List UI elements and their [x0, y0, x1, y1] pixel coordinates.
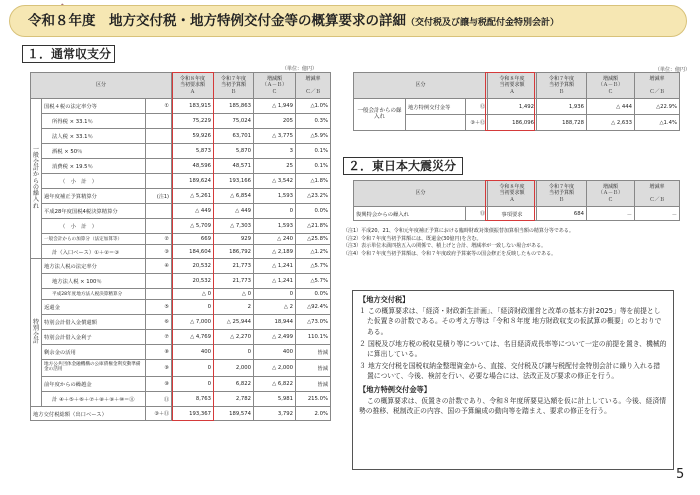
row-a: 20,532 [172, 274, 214, 289]
row-b: △ 2,270 [214, 330, 254, 345]
table-row [31, 144, 331, 159]
row-d: 皆減 [296, 377, 331, 392]
row-a: 400 [172, 345, 214, 360]
row-b: 2 [214, 300, 254, 315]
tr-row-c: △ 2,633 [587, 115, 635, 131]
row-c: △ 2,000 [254, 360, 296, 377]
reconstruction-table [353, 180, 680, 221]
tr-row-d: △22.9% [635, 99, 680, 115]
row-mark [146, 129, 172, 144]
row-mark [146, 144, 172, 159]
row-mark: ⑦ [146, 330, 172, 345]
row-b: 2,000 [214, 360, 254, 377]
commentary-para-1: １ この概算要求は、「経済・財政新生計画」、「経済財政運営と改革の基本方針2025」等を前提とした仮置きの計数である。その考え方等は「令和８年度 地方財政収支の仮試算の概要」のとおりである。 [359, 307, 662, 336]
row-label: 酒税 × 50％ [42, 144, 146, 159]
row-c: 0 [254, 289, 296, 300]
row-b: 48,571 [214, 159, 254, 174]
row-c: 0 [254, 204, 296, 219]
tr-header-category: 区分 [354, 73, 488, 99]
row-label: 剰余金の活用 [42, 345, 146, 360]
main-table [30, 72, 331, 421]
table-row [31, 245, 331, 259]
table-row [31, 392, 331, 407]
row-b: 21,773 [214, 274, 254, 289]
row-c: △ 3,775 [254, 129, 296, 144]
table-row [354, 207, 680, 221]
row-c: △ 1,241 [254, 259, 296, 274]
row-label: 返還金 [42, 300, 146, 315]
row-mark [146, 159, 172, 174]
row-d: △5.7% [296, 259, 331, 274]
row-b: 5,870 [214, 144, 254, 159]
row-label: 法人税 × 33.1％ [42, 129, 146, 144]
note-line: （注1）平成20、21、令和元年度補正予算における臨時財政対策債振替加算相当額の精算分等である。 [343, 228, 574, 234]
row-d: 215.0% [296, 392, 331, 407]
table-row [31, 315, 331, 330]
row-d: 110.1% [296, 330, 331, 345]
row-d: △92.4% [296, 300, 331, 315]
tr-row-mark: ⑫ [466, 99, 488, 115]
header-col-d: 増減率 Ｃ／Ｂ [296, 73, 331, 99]
row-a: 193,367 [172, 407, 214, 421]
row-b: △ 6,854 [214, 189, 254, 204]
row-a: △ 449 [172, 204, 214, 219]
row-b: 189,574 [214, 407, 254, 421]
vlabel-general: 一般会計からの繰入れ [31, 99, 42, 259]
row-a: 0 [172, 377, 214, 392]
row-d: 0.0% [296, 289, 331, 300]
row-b: 2,782 [214, 392, 254, 407]
row-c: △ 240 [254, 234, 296, 245]
row-label: 一般会計からの加算分（法定加算等） [42, 234, 146, 245]
table-row [31, 234, 331, 245]
row-a: △ 5,261 [172, 189, 214, 204]
row-b: 185,863 [214, 99, 254, 114]
header-col-b: 令和７年度 当初予算額 Ｂ [214, 73, 254, 99]
table-row [31, 174, 331, 189]
unit-label-right: （単位：億円） [655, 67, 691, 73]
row-b: 63,701 [214, 129, 254, 144]
tr-row-d: △1.4% [635, 115, 680, 131]
row-a: △ 4,769 [172, 330, 214, 345]
row-b: △ 7,303 [214, 219, 254, 234]
r-row-c: － [587, 207, 635, 221]
row-a: 8,763 [172, 392, 214, 407]
commentary-para-2: ２ 国税及び地方税の税収見積り等については、名目経済成長率等について一定の前提を置き、機械的に算出している。 [359, 339, 667, 359]
r-row-d: － [635, 207, 680, 221]
row-b: △ 449 [214, 204, 254, 219]
row-b: 6,822 [214, 377, 254, 392]
row-label: （ 小 計 ） [42, 219, 146, 234]
section1-heading: １．通常収支分 [22, 45, 115, 63]
row-a: 183,915 [172, 99, 214, 114]
tr-row-a: 1,492 [488, 99, 537, 115]
row-a: △ 0 [172, 289, 214, 300]
row-c: 18,944 [254, 315, 296, 330]
row-c: △ 1,949 [254, 99, 296, 114]
row-a: 184,604 [172, 245, 214, 259]
row-d: △73.0% [296, 315, 331, 330]
row-b: △ 25,944 [214, 315, 254, 330]
tr-vlabel: 一般会計からの繰入れ [354, 99, 406, 131]
tr-header-col-a: 令和８年度 当初要求額 Ａ [488, 73, 537, 99]
row-d: △1.8% [296, 174, 331, 189]
r-header-col-b: 令和７年度 当初予算額 Ｂ [537, 181, 587, 207]
main-table-header [31, 73, 331, 99]
notes [343, 228, 683, 258]
row-d: 皆減 [296, 345, 331, 360]
row-label: 地方法人税 × 100％ [42, 274, 146, 289]
row-c: 205 [254, 114, 296, 129]
row-d: △25.8% [296, 234, 331, 245]
row-mark: ⑩ [146, 377, 172, 392]
row-mark: ② [146, 234, 172, 245]
commentary-para-4: この概算要求は、仮置きの計数であり、令和８年度所要見込額を仮に計上している。今後、経済情勢の推移、税制改正の内容、国の予算編成の動向等を踏まえ、要求の修正を行う。 [359, 396, 667, 416]
row-d: △21.8% [296, 219, 331, 234]
row-mark [146, 289, 172, 300]
row-label: 地方法人税の法定率分 [42, 259, 146, 274]
row-a: 20,532 [172, 259, 214, 274]
section2-heading: ２．東日本大震災分 [343, 157, 463, 175]
row-c: △ 1,241 [254, 274, 296, 289]
vlabel-special: 特別会計 [31, 259, 42, 407]
row-b: 0 [214, 345, 254, 360]
row-d: 0.0% [296, 204, 331, 219]
row-b: 193,166 [214, 174, 254, 189]
row-label: 特別会計借入金償還額 [42, 315, 146, 330]
tr-row-label [406, 115, 466, 131]
row-c: △ 3,542 [254, 174, 296, 189]
row-c: 5,981 [254, 392, 296, 407]
table-row [31, 289, 331, 300]
row-d: △23.2% [296, 189, 331, 204]
transfer-table [353, 72, 680, 131]
tr-row-a: 186,096 [488, 115, 537, 131]
row-b: 21,773 [214, 259, 254, 274]
commentary-para-3: ３ 地方交付税を国税収納金整理資金から、直接、交付税及び譲与税配付金特別会計に繰り入れる措置について、今後、検討を行い、必要な場合には、法改正及び要求の修正を行う。 [359, 362, 661, 381]
row-label: 所得税 × 33.1％ [42, 114, 146, 129]
row-a: △ 5,709 [172, 219, 214, 234]
note-line: （注3）表示単位未満四捨五入の関係で、積上げと合計、増減率が一致しない場合がある。 [343, 243, 547, 249]
row-a: 59,926 [172, 129, 214, 144]
r-row-a: 事項要求 [488, 207, 537, 221]
row-mark: ⑤ [146, 300, 172, 315]
tr-header-col-b: 令和７年度 当初予算額 Ｂ [537, 73, 587, 99]
row-a: 75,229 [172, 114, 214, 129]
table-row [31, 377, 331, 392]
row-d: 2.0% [296, 407, 331, 421]
row-label: 国税４税の法定率分等 [42, 99, 146, 114]
commentary-heading-1: 【地方交付税】 [359, 295, 410, 304]
page-subtitle: （交付税及び譲与税配付金特別会計） [406, 18, 560, 28]
r-header-col-d: 増減率 Ｃ／Ｂ [635, 181, 680, 207]
table-row [31, 189, 331, 204]
row-label: 計 ④＋⑤＋⑥＋⑦＋⑧＋⑨＋⑩＝⑪ [42, 392, 146, 407]
reconstruction-table-header [354, 181, 680, 207]
row-mark: ① [146, 99, 172, 114]
row-c: △ 2,499 [254, 330, 296, 345]
table-row [31, 99, 331, 114]
r-row-mark: ⑬ [466, 207, 488, 221]
row-a: △ 7,000 [172, 315, 214, 330]
commentary-box [352, 290, 674, 470]
header-col-a: 令和８年度 当初要求額 Ａ [172, 73, 214, 99]
row-c: △ 2,189 [254, 245, 296, 259]
row-mark: ⑪ [146, 392, 172, 407]
tr-row-b: 188,728 [537, 115, 587, 131]
tr-row-mark: ③＋⑫ [466, 115, 488, 131]
header-category: 区分 [31, 73, 172, 99]
commentary-heading-2: 【地方特例交付金等】 [359, 384, 431, 394]
tr-header-col-d: 増減率 Ｃ／Ｂ [635, 73, 680, 99]
tr-row-b: 1,936 [537, 99, 587, 115]
tr-row-c: △ 444 [587, 99, 635, 115]
row-b: △ 0 [214, 289, 254, 300]
table-row [31, 219, 331, 234]
row-a: 5,873 [172, 144, 214, 159]
row-mark: ⑧ [146, 345, 172, 360]
table-row [31, 330, 331, 345]
row-c: 400 [254, 345, 296, 360]
row-d: △5.9% [296, 129, 331, 144]
tr-header-col-c: 増減額 （Ａ－Ｂ） Ｃ [587, 73, 635, 99]
table-row [31, 345, 331, 360]
row-mark [146, 114, 172, 129]
table-row [354, 99, 680, 115]
row-label: （ 小 計 ） [42, 174, 146, 189]
table-row [31, 360, 331, 377]
transfer-table-header [354, 73, 680, 99]
note-line: （注2）令和７年度当初予算額には、既還金(30億円)を含む。 [343, 235, 482, 242]
row-mark: ③＋⑪ [146, 407, 172, 421]
header-col-c: 増減額 （Ａ－Ｂ） Ｃ [254, 73, 296, 99]
row-label: 平成28年度地方法人税決算精算分 [42, 289, 146, 300]
row-d: 0.3% [296, 114, 331, 129]
row-c: 25 [254, 159, 296, 174]
row-mark [146, 274, 172, 289]
row-label: 消費税 × 19.5％ [42, 159, 146, 174]
row-mark [146, 204, 172, 219]
table-row [31, 259, 331, 274]
row-c: △ 6,822 [254, 377, 296, 392]
row-c: 1,593 [254, 219, 296, 234]
row-a: 0 [172, 300, 214, 315]
row-mark: ③ [146, 245, 172, 259]
row-a: 0 [172, 360, 214, 377]
row-b: 75,024 [214, 114, 254, 129]
note-line: （注4）令和７年度当初予算額は、令和７年度政府予算案等の国会修正を反映したものである。 [343, 250, 557, 257]
row-c: 3,792 [254, 407, 296, 421]
unit-label-main: （単位：億円） [282, 66, 318, 72]
row-mark: ⑥ [146, 315, 172, 330]
row-c: 3 [254, 144, 296, 159]
row-a: 189,624 [172, 174, 214, 189]
row-label: 特別会計借入金利子 [42, 330, 146, 345]
row-a: 669 [172, 234, 214, 245]
table-row [31, 129, 331, 144]
r-row-label: 復興特会からの繰入れ [354, 207, 466, 221]
row-label: 地方交付税総額（出口ベース） [31, 407, 146, 421]
row-label: 平成28年度国税4税決算精算分 [42, 204, 146, 219]
page-number: 5 [676, 467, 685, 482]
row-mark: ⑨ [146, 360, 172, 377]
row-c: △ 2 [254, 300, 296, 315]
row-b: 929 [214, 234, 254, 245]
row-mark: ④ [146, 259, 172, 274]
table-row [31, 274, 331, 289]
r-header-category: 区分 [354, 181, 488, 207]
row-c: 1,593 [254, 189, 296, 204]
row-label: 前年度からの繰越金 [42, 377, 146, 392]
row-label: 過年度補正予算精算分 [42, 189, 146, 204]
row-a: 48,596 [172, 159, 214, 174]
row-d: 皆減 [296, 360, 331, 377]
row-d: △5.7% [296, 274, 331, 289]
row-mark: (注1) [146, 189, 172, 204]
table-row [31, 204, 331, 219]
r-header-col-a: 令和８年度 当初要求額 Ａ [488, 181, 537, 207]
row-label: 計（入口ベース）①＋②＝③ [42, 245, 146, 259]
page-title: 令和８年度 地方交付税・地方特例交付金等の概算要求の詳細（交付税及び譲与税配付金特別会計） [9, 5, 687, 37]
table-row [31, 114, 331, 129]
row-d: △1.0% [296, 99, 331, 114]
tr-row-label: 地方特例交付金等 [406, 99, 466, 115]
table-row [31, 300, 331, 315]
row-d: 0.1% [296, 144, 331, 159]
r-header-col-c: 増減額 （Ａ－Ｂ） Ｃ [587, 181, 635, 207]
row-mark [146, 174, 172, 189]
r-row-b: 684 [537, 207, 587, 221]
row-d: 0.1% [296, 159, 331, 174]
table-row [31, 159, 331, 174]
row-label: 地方公共団体金融機構の公庫債権金利変動準備金の活用 [42, 360, 146, 377]
row-b: 186,792 [214, 245, 254, 259]
table-row [31, 407, 331, 421]
row-d: △1.2% [296, 245, 331, 259]
row-mark [146, 219, 172, 234]
